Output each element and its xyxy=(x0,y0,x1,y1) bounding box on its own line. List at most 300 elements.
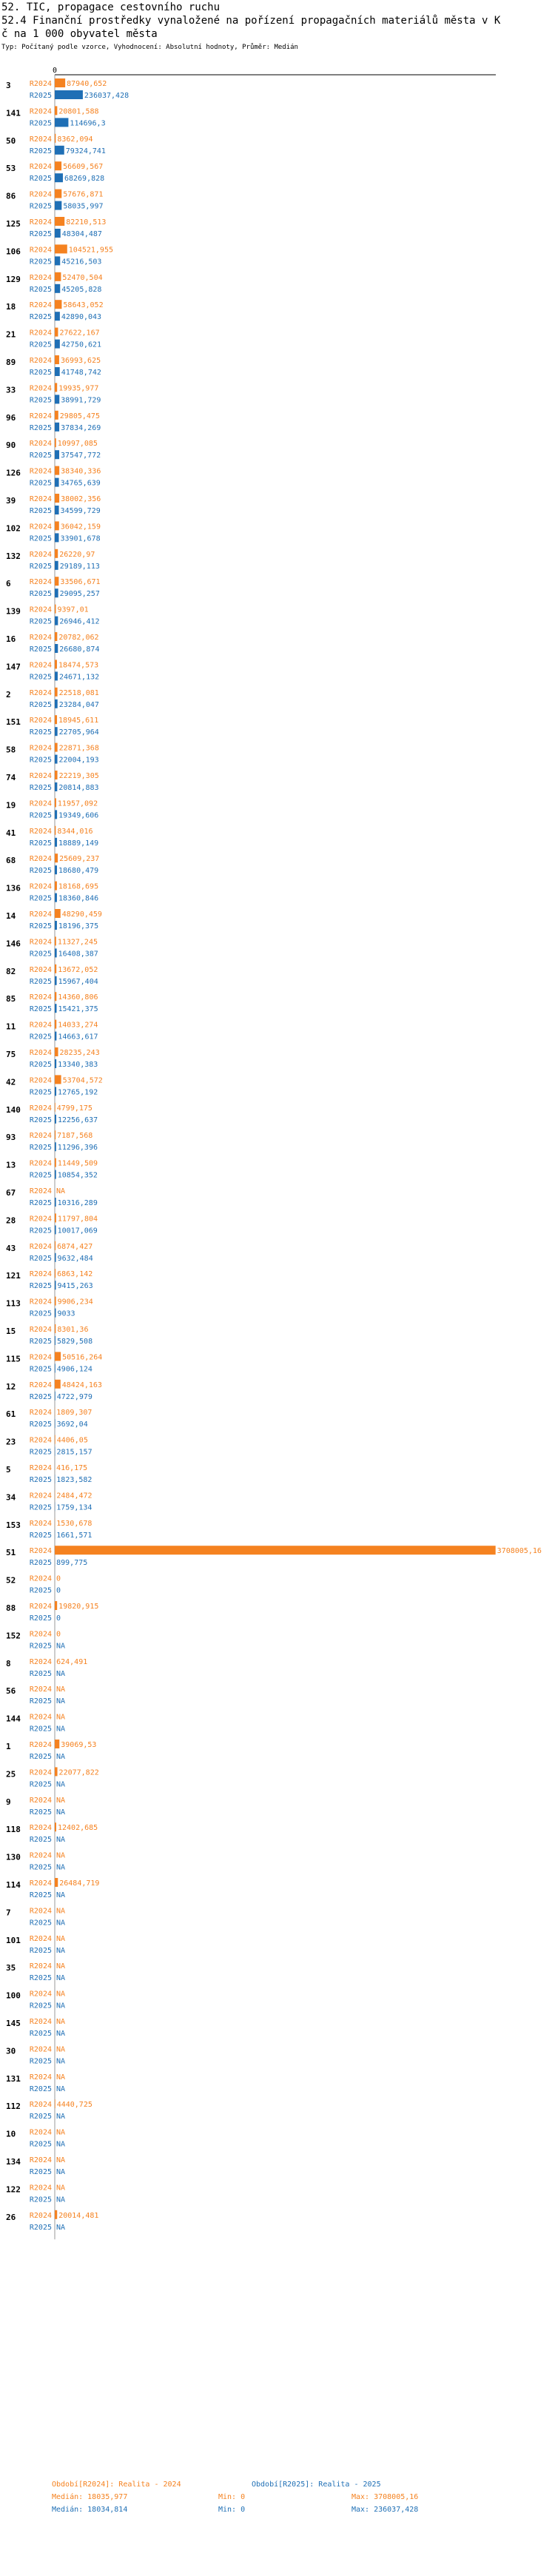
value-label-r2024: 36993,625 xyxy=(60,357,101,365)
value-label-r2025: 9415,263 xyxy=(57,1282,93,1291)
value-label-r2024: 48424,163 xyxy=(61,1381,102,1389)
row-id-label: 39 xyxy=(6,496,16,506)
value-label-r2025: 18196,375 xyxy=(58,922,99,930)
series-label: R2025 xyxy=(29,1808,52,1817)
bar-r2025 xyxy=(55,561,58,570)
bar-r2024 xyxy=(55,853,58,862)
series-label: R2024 xyxy=(29,467,52,476)
bar-r2025 xyxy=(55,948,57,957)
series-label: R2025 xyxy=(29,673,52,682)
row-id-label: 139 xyxy=(6,606,21,617)
value-label-r2024: 58643,052 xyxy=(63,301,104,310)
bar-r2025 xyxy=(55,312,60,321)
value-label-r2024: NA xyxy=(56,1962,66,1971)
row-id-label: 140 xyxy=(6,1104,21,1115)
bar-r2024 xyxy=(55,1435,56,1444)
bar-r2024 xyxy=(55,1075,61,1084)
series-label: R2025 xyxy=(29,977,52,986)
series-label: R2024 xyxy=(29,1326,52,1334)
value-label-r2025: 29189,113 xyxy=(59,562,100,571)
series-label: R2025 xyxy=(29,313,52,322)
row-id-label: 34 xyxy=(6,1492,16,1503)
series-label: R2025 xyxy=(29,2084,52,2093)
bar-r2025 xyxy=(55,284,60,293)
row-id-label: 146 xyxy=(6,939,21,949)
series-label: R2025 xyxy=(29,507,52,515)
bar-r2024 xyxy=(55,1546,496,1554)
value-label-r2024: 56609,567 xyxy=(63,163,104,172)
value-label-r2024: 57676,871 xyxy=(63,190,104,199)
row-id-label: 113 xyxy=(6,1298,21,1309)
row-id-label: 56 xyxy=(6,1686,16,1697)
value-label-r2025: NA xyxy=(56,2057,66,2066)
series-label: R2025 xyxy=(29,147,52,155)
series-label: R2024 xyxy=(29,772,52,780)
value-label-r2024: 416,175 xyxy=(56,1464,88,1472)
series-label: R2024 xyxy=(29,578,52,587)
value-label-r2024: 11327,245 xyxy=(57,938,98,947)
bar-r2024 xyxy=(55,1740,59,1748)
value-label-r2025: 23284,047 xyxy=(58,700,99,709)
bar-r2024 xyxy=(55,2099,56,2108)
value-label-r2024: 11797,804 xyxy=(57,1215,98,1224)
row-id-label: 75 xyxy=(6,1050,16,1059)
row-id-label: 118 xyxy=(6,1825,21,1835)
series-label: R2024 xyxy=(29,357,52,365)
row-id-label: 85 xyxy=(6,994,16,1004)
row-id-label: 21 xyxy=(6,329,16,340)
value-label-r2024: 22518,081 xyxy=(58,688,99,697)
bar-r2025 xyxy=(55,1253,56,1262)
series-label: R2024 xyxy=(29,80,52,88)
value-label-r2024: 18168,695 xyxy=(58,882,99,891)
value-label-r2025: 1661,571 xyxy=(56,1531,92,1540)
series-label: R2025 xyxy=(29,119,52,128)
series-label: R2024 xyxy=(29,2073,52,2082)
value-label-r2024: 19820,915 xyxy=(58,1603,99,1611)
value-label-r2024: 50516,264 xyxy=(62,1353,103,1362)
series-label: R2025 xyxy=(29,617,52,626)
value-label-r2025: 33901,678 xyxy=(60,534,101,543)
series-label: R2024 xyxy=(29,523,52,531)
value-label-r2024: 7187,568 xyxy=(57,1132,93,1141)
series-label: R2025 xyxy=(29,1669,52,1678)
value-label-r2024: 27622,167 xyxy=(59,329,100,338)
row-id-label: 114 xyxy=(6,1880,21,1890)
value-label-r2025: 34765,639 xyxy=(60,479,101,488)
series-label: R2025 xyxy=(29,645,52,654)
bar-r2025 xyxy=(55,450,59,459)
value-label-r2024: 10997,085 xyxy=(57,440,98,449)
bar-r2024 xyxy=(55,217,64,226)
bar-r2024 xyxy=(55,936,56,945)
bar-r2024 xyxy=(55,882,57,890)
value-label-r2024: 4440,725 xyxy=(56,2101,92,2110)
bar-r2024 xyxy=(55,494,59,503)
bar-r2025 xyxy=(55,506,59,514)
value-label-r2024: 4406,05 xyxy=(56,1436,88,1445)
series-label: R2025 xyxy=(29,1863,52,1872)
row-id-label: 141 xyxy=(6,108,21,118)
series-label: R2025 xyxy=(29,423,52,432)
row-id-label: 126 xyxy=(6,468,21,478)
row-id-label: 14 xyxy=(6,911,16,921)
value-label-r2025: 114696,3 xyxy=(70,119,106,128)
value-label-r2025: 12256,637 xyxy=(57,1116,98,1124)
row-id-label: 58 xyxy=(6,745,16,755)
value-label-r2024: 13672,052 xyxy=(58,965,98,974)
series-label: R2024 xyxy=(29,2018,52,2026)
series-label: R2025 xyxy=(29,396,52,405)
series-label: R2024 xyxy=(29,1132,52,1141)
bar-r2024 xyxy=(55,438,56,447)
bar-r2025 xyxy=(55,1309,56,1318)
bar-r2025 xyxy=(55,588,58,597)
value-label-r2025: 37547,772 xyxy=(61,452,101,460)
series-label: R2024 xyxy=(29,1686,52,1694)
value-label-r2025: 13340,383 xyxy=(58,1061,98,1069)
series-label: R2025 xyxy=(29,1061,52,1069)
chart-title-line-2: 52.4 Finanční prostředky vynaložené na pořízení propagačních materiálů města v K xyxy=(1,15,501,27)
series-label: R2024 xyxy=(29,1824,52,1833)
series-label: R2024 xyxy=(29,273,52,282)
row-id-label: 144 xyxy=(6,1714,21,1724)
bar-r2024 xyxy=(55,1130,56,1139)
row-id-label: 130 xyxy=(6,1852,21,1862)
row-id-label: 88 xyxy=(6,1603,16,1613)
row-id-label: 61 xyxy=(6,1409,16,1420)
value-label-r2024: NA xyxy=(56,1713,66,1722)
series-label: R2025 xyxy=(29,175,52,184)
bar-r2024 xyxy=(55,411,58,420)
bar-r2024 xyxy=(55,771,58,779)
value-label-r2025: 1759,134 xyxy=(56,1503,92,1512)
row-id-label: 106 xyxy=(6,246,21,257)
value-label-r2024: 29805,475 xyxy=(59,412,100,420)
series-label: R2024 xyxy=(29,1741,52,1749)
bar-r2024 xyxy=(55,78,65,87)
bar-r2025 xyxy=(55,700,58,708)
value-label-r2024: 39069,53 xyxy=(61,1741,97,1749)
row-id-label: 67 xyxy=(6,1188,16,1198)
series-label: R2025 xyxy=(29,92,52,100)
row-id-label: 53 xyxy=(6,164,16,174)
series-label: R2024 xyxy=(29,606,52,614)
bar-r2025 xyxy=(55,1059,56,1068)
bar-r2024 xyxy=(55,1352,61,1361)
value-label-r2024: NA xyxy=(56,1851,66,1860)
series-label: R2025 xyxy=(29,1421,52,1429)
value-label-r2025: NA xyxy=(56,1974,66,1983)
series-label: R2024 xyxy=(29,827,52,836)
bar-r2024 xyxy=(55,1601,57,1610)
bar-r2024 xyxy=(55,272,61,281)
value-label-r2025: NA xyxy=(56,1891,66,1899)
series-label: R2025 xyxy=(29,811,52,820)
bar-r2024 xyxy=(55,1269,56,1278)
series-label: R2024 xyxy=(29,190,52,199)
series-label: R2025 xyxy=(29,452,52,460)
series-label: R2024 xyxy=(29,384,52,393)
series-label: R2025 xyxy=(29,1254,52,1263)
value-label-r2024: 11957,092 xyxy=(57,799,98,808)
series-label: R2025 xyxy=(29,341,52,349)
row-id-label: 121 xyxy=(6,1271,21,1281)
value-label-r2025: 9033 xyxy=(57,1309,75,1318)
bar-r2025 xyxy=(55,1087,56,1096)
bar-r2024 xyxy=(55,466,59,475)
bar-r2025 xyxy=(55,893,57,902)
footer-min-r2025: Min: 0 xyxy=(218,2506,246,2514)
value-label-r2024: 3708005,16 xyxy=(497,1547,542,1556)
bar-r2024 xyxy=(55,605,56,614)
value-label-r2025: NA xyxy=(56,2196,66,2204)
bar-r2024 xyxy=(55,743,58,752)
value-label-r2024: 26484,719 xyxy=(59,1879,100,1888)
series-label: R2025 xyxy=(29,1642,52,1651)
value-label-r2024: 14360,806 xyxy=(58,993,98,1002)
bar-r2025 xyxy=(55,644,58,653)
chart-title-line-3: č na 1 000 obyvatel města xyxy=(1,28,158,40)
value-label-r2025: 68269,828 xyxy=(64,175,105,184)
row-id-label: 52 xyxy=(6,1575,16,1586)
bar-r2025 xyxy=(55,1281,56,1289)
value-label-r2025: NA xyxy=(56,1836,66,1845)
row-id-label: 93 xyxy=(6,1133,16,1143)
value-label-r2025: 24671,132 xyxy=(58,673,100,682)
series-label: R2024 xyxy=(29,1021,52,1030)
footer-max-r2024: Max: 3708005,16 xyxy=(352,2493,419,2501)
row-id-label: 1 xyxy=(6,1742,11,1751)
value-label-r2025: NA xyxy=(56,1808,66,1817)
bar-r2025 xyxy=(55,1142,56,1151)
series-label: R2024 xyxy=(29,135,52,144)
series-label: R2025 xyxy=(29,1946,52,1955)
series-label: R2025 xyxy=(29,2168,52,2176)
series-label: R2025 xyxy=(29,285,52,294)
row-id-label: 33 xyxy=(6,385,16,395)
row-id-label: 26 xyxy=(6,2212,16,2222)
series-label: R2024 xyxy=(29,1990,52,1999)
series-label: R2025 xyxy=(29,202,52,211)
series-label: R2024 xyxy=(29,1796,52,1805)
series-label: R2025 xyxy=(29,728,52,737)
value-label-r2025: 45205,828 xyxy=(61,285,102,294)
row-id-label: 89 xyxy=(6,358,16,367)
value-label-r2025: NA xyxy=(56,1725,66,1734)
series-label: R2025 xyxy=(29,479,52,488)
series-label: R2025 xyxy=(29,756,52,765)
bar-r2024 xyxy=(55,632,57,641)
bar-r2024 xyxy=(55,1380,61,1389)
bar-r2024 xyxy=(55,1047,58,1056)
bar-r2024 xyxy=(55,965,56,973)
bar-r2024 xyxy=(55,577,58,586)
value-label-r2024: 6863,142 xyxy=(57,1270,93,1279)
series-label: R2024 xyxy=(29,1159,52,1168)
series-label: R2025 xyxy=(29,1586,52,1595)
value-label-r2025: 2815,157 xyxy=(56,1448,92,1457)
value-label-r2024: 8344,016 xyxy=(57,827,93,836)
row-id-label: 51 xyxy=(6,1548,16,1558)
series-label: R2025 xyxy=(29,1974,52,1983)
value-label-r2024: 48290,459 xyxy=(61,910,102,919)
value-label-r2025: NA xyxy=(56,1642,66,1651)
axis-tick-label: 0 xyxy=(53,67,58,75)
value-label-r2025: 236037,428 xyxy=(84,92,130,100)
value-label-r2024: 2484,472 xyxy=(56,1492,92,1500)
value-label-r2024: NA xyxy=(56,2156,66,2164)
bar-r2024 xyxy=(55,355,59,364)
value-label-r2024: 26220,97 xyxy=(59,550,95,559)
row-id-label: 2 xyxy=(6,689,11,700)
bar-r2024 xyxy=(55,328,58,337)
bar-r2024 xyxy=(55,1020,56,1029)
value-label-r2025: 79324,741 xyxy=(65,147,106,155)
bar-r2024 xyxy=(55,688,58,697)
footer-median-r2024: Medián: 18035,977 xyxy=(52,2493,128,2501)
bar-r2025 xyxy=(55,90,83,99)
row-id-label: 147 xyxy=(6,662,21,672)
series-label: R2025 xyxy=(29,894,52,903)
value-label-r2025: NA xyxy=(56,1863,66,1872)
row-id-label: 16 xyxy=(6,634,16,644)
value-label-r2025: 10017,069 xyxy=(57,1227,98,1235)
bar-r2025 xyxy=(55,1198,56,1207)
series-label: R2024 xyxy=(29,744,52,753)
series-label: R2024 xyxy=(29,938,52,947)
row-id-label: 7 xyxy=(6,1908,11,1918)
value-label-r2025: 10316,289 xyxy=(57,1199,98,1207)
series-label: R2024 xyxy=(29,1768,52,1777)
value-label-r2024: 0 xyxy=(56,1630,61,1639)
series-label: R2025 xyxy=(29,562,52,571)
bar-r2024 xyxy=(55,549,58,558)
value-label-r2025: NA xyxy=(56,1780,66,1789)
series-label: R2024 xyxy=(29,246,52,255)
bar-r2025 xyxy=(55,533,58,542)
value-label-r2024: 4799,175 xyxy=(56,1104,92,1113)
value-label-r2024: 104521,955 xyxy=(68,246,114,255)
bar-r2025 xyxy=(55,478,59,487)
bar-r2025 xyxy=(55,256,60,265)
value-label-r2024: 20782,062 xyxy=(58,634,99,642)
value-label-r2025: NA xyxy=(56,1753,66,1761)
footer-period-r2024: Období[R2024]: Realita - 2024 xyxy=(52,2481,181,2489)
series-label: R2025 xyxy=(29,2057,52,2066)
value-label-r2024: 52470,504 xyxy=(62,273,103,282)
series-label: R2024 xyxy=(29,1381,52,1389)
value-label-r2025: 34599,729 xyxy=(60,507,101,515)
value-label-r2024: 1809,307 xyxy=(56,1409,92,1418)
value-label-r2024: NA xyxy=(56,2018,66,2026)
row-id-label: 131 xyxy=(6,2073,21,2084)
bar-r2024 xyxy=(55,826,56,835)
row-id-label: 74 xyxy=(6,773,16,782)
bar-r2024 xyxy=(55,1297,56,1306)
value-label-r2024: NA xyxy=(56,1686,66,1694)
bar-r2024 xyxy=(55,2210,57,2219)
series-label: R2024 xyxy=(29,1657,52,1666)
series-label: R2025 xyxy=(29,1116,52,1124)
value-label-r2024: 22871,368 xyxy=(58,744,99,753)
row-id-label: 82 xyxy=(6,966,16,976)
bar-r2024 xyxy=(55,992,56,1001)
series-label: R2025 xyxy=(29,1503,52,1512)
value-label-r2025: NA xyxy=(56,2168,66,2176)
row-id-label: 6 xyxy=(6,579,11,589)
bar-r2025 xyxy=(55,173,63,182)
row-id-label: 136 xyxy=(6,883,21,893)
bar-r2025 xyxy=(55,727,58,736)
value-label-r2025: 14663,617 xyxy=(58,1033,98,1042)
value-label-r2025: 5829,508 xyxy=(56,1338,93,1346)
value-label-r2024: 1530,678 xyxy=(56,1519,92,1528)
bar-r2025 xyxy=(55,810,57,819)
row-id-label: 132 xyxy=(6,551,21,561)
series-label: R2024 xyxy=(29,993,52,1002)
value-label-r2024: NA xyxy=(56,1187,66,1195)
row-id-label: 9 xyxy=(6,1797,11,1807)
value-label-r2025: 42890,043 xyxy=(61,313,102,322)
value-label-r2025: 15967,404 xyxy=(58,977,98,986)
value-label-r2024: NA xyxy=(56,1990,66,1999)
bar-r2025 xyxy=(55,1392,56,1401)
value-label-r2024: 20801,588 xyxy=(58,107,99,116)
value-label-r2025: 38991,729 xyxy=(61,396,101,405)
row-id-label: 153 xyxy=(6,1520,21,1530)
bar-r2024 xyxy=(55,1241,56,1250)
series-label: R2025 xyxy=(29,1282,52,1291)
series-label: R2024 xyxy=(29,1574,52,1583)
series-label: R2025 xyxy=(29,1171,52,1180)
series-label: R2025 xyxy=(29,369,52,377)
series-label: R2025 xyxy=(29,1088,52,1097)
bar-r2024 xyxy=(55,244,67,253)
footer-median-r2025: Medián: 18034,814 xyxy=(52,2506,128,2514)
series-label: R2024 xyxy=(29,1215,52,1224)
value-label-r2025: 22705,964 xyxy=(58,728,99,737)
row-id-label: 100 xyxy=(6,1990,21,2001)
value-label-r2025: 899,775 xyxy=(56,1559,88,1568)
bar-r2025 xyxy=(55,782,57,791)
value-label-r2024: 38002,356 xyxy=(61,495,101,503)
value-label-r2024: 14033,274 xyxy=(58,1021,98,1030)
series-label: R2025 xyxy=(29,700,52,709)
series-label: R2025 xyxy=(29,230,52,238)
series-label: R2024 xyxy=(29,495,52,503)
series-label: R2025 xyxy=(29,1309,52,1318)
series-label: R2024 xyxy=(29,550,52,559)
bar-r2024 xyxy=(55,134,56,143)
value-label-r2024: 6874,427 xyxy=(57,1242,93,1251)
value-label-r2024: 8362,094 xyxy=(57,135,93,144)
series-label: R2024 xyxy=(29,1907,52,1916)
value-label-r2025: NA xyxy=(56,2030,66,2038)
series-label: R2024 xyxy=(29,1630,52,1639)
series-label: R2024 xyxy=(29,163,52,172)
value-label-r2024: 87940,652 xyxy=(67,80,107,88)
bar-r2025 xyxy=(55,671,58,680)
row-id-label: 12 xyxy=(6,1381,16,1392)
series-label: R2024 xyxy=(29,1519,52,1528)
value-label-r2024: 82210,513 xyxy=(66,218,107,227)
value-label-r2024: NA xyxy=(56,1796,66,1805)
row-id-label: 23 xyxy=(6,1437,16,1447)
value-label-r2025: 42750,621 xyxy=(61,341,102,349)
bar-r2024 xyxy=(55,521,59,530)
series-label: R2025 xyxy=(29,1891,52,1899)
